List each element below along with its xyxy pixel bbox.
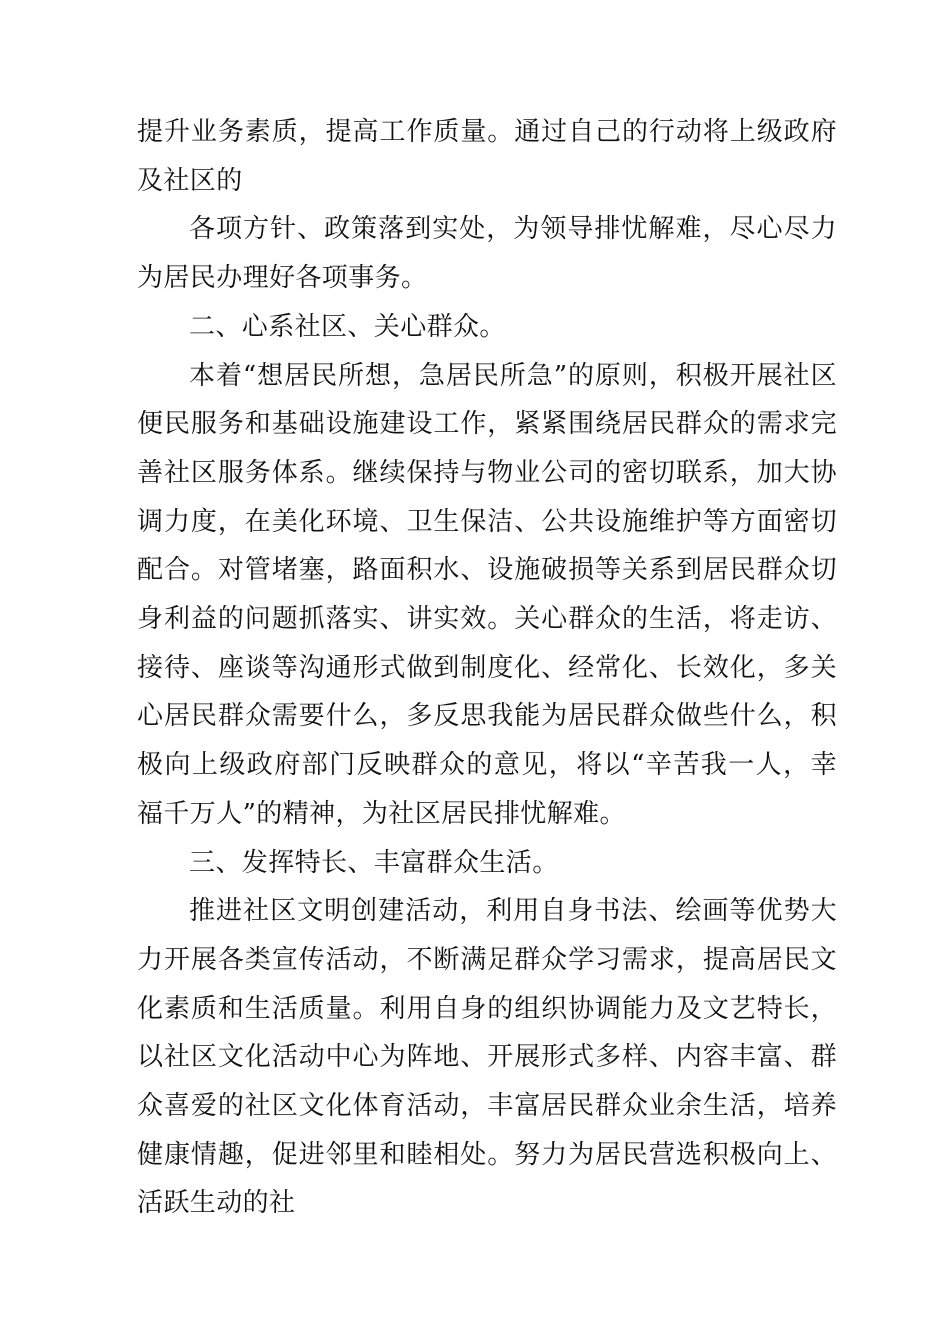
paragraph-4: 推进社区文明创建活动，利用自身书法、绘画等优势大力开展各类宣传活动，不断满足群众学习需求，提高居民文化素质和生活质量。利用自身的组织协调能力及文艺特长，以社区文化活动中心为阵地、开展形式多样、内容丰富、群众喜爱的社区文化体育活动，丰富居民群众业余生活，培养健康情趣，促进邻里和睦相处。努力为居民营选积极向上、活跃生动的社 xyxy=(137,896,837,1219)
section-heading-2: 二、心系社区、关心群众。 xyxy=(189,311,506,342)
paragraph-2: 各项方针、政策落到实处，为领导排忧解难，尽心尽力为居民办理好各项事务。 xyxy=(137,214,837,294)
section-heading-3: 三、发挥特长、丰富群众生活。 xyxy=(189,847,559,878)
paragraph-1: 提升业务素质，提高工作质量。通过自己的行动将上级政府及社区的 xyxy=(137,117,837,196)
paragraph-3: 本着“想居民所想，急居民所急”的原则，积极开展社区便民服务和基础设施建设工作，紧紧围绕居民群众的需求完善社区服务体系。继续保持与物业公司的密切联系，加大协调力度，在美化环境、卫生保洁、公共设施维护等方面密切配合。对管堵塞，路面积水、设施破损等关系到居民群众切身利益的问题抓落实、讲实效。关心群众的生活，将走访、接待、座谈等沟通形式做到制度化、经常化、长效化，多关心居民群众需要什么，多反思我能为居民群众做些什么，积极向上级政府部门反映群众的意见，将以“辛苦我一人，幸福千万人”的精神，为社区居民排忧解难。 xyxy=(137,360,837,829)
document-body xyxy=(137,108,837,1228)
